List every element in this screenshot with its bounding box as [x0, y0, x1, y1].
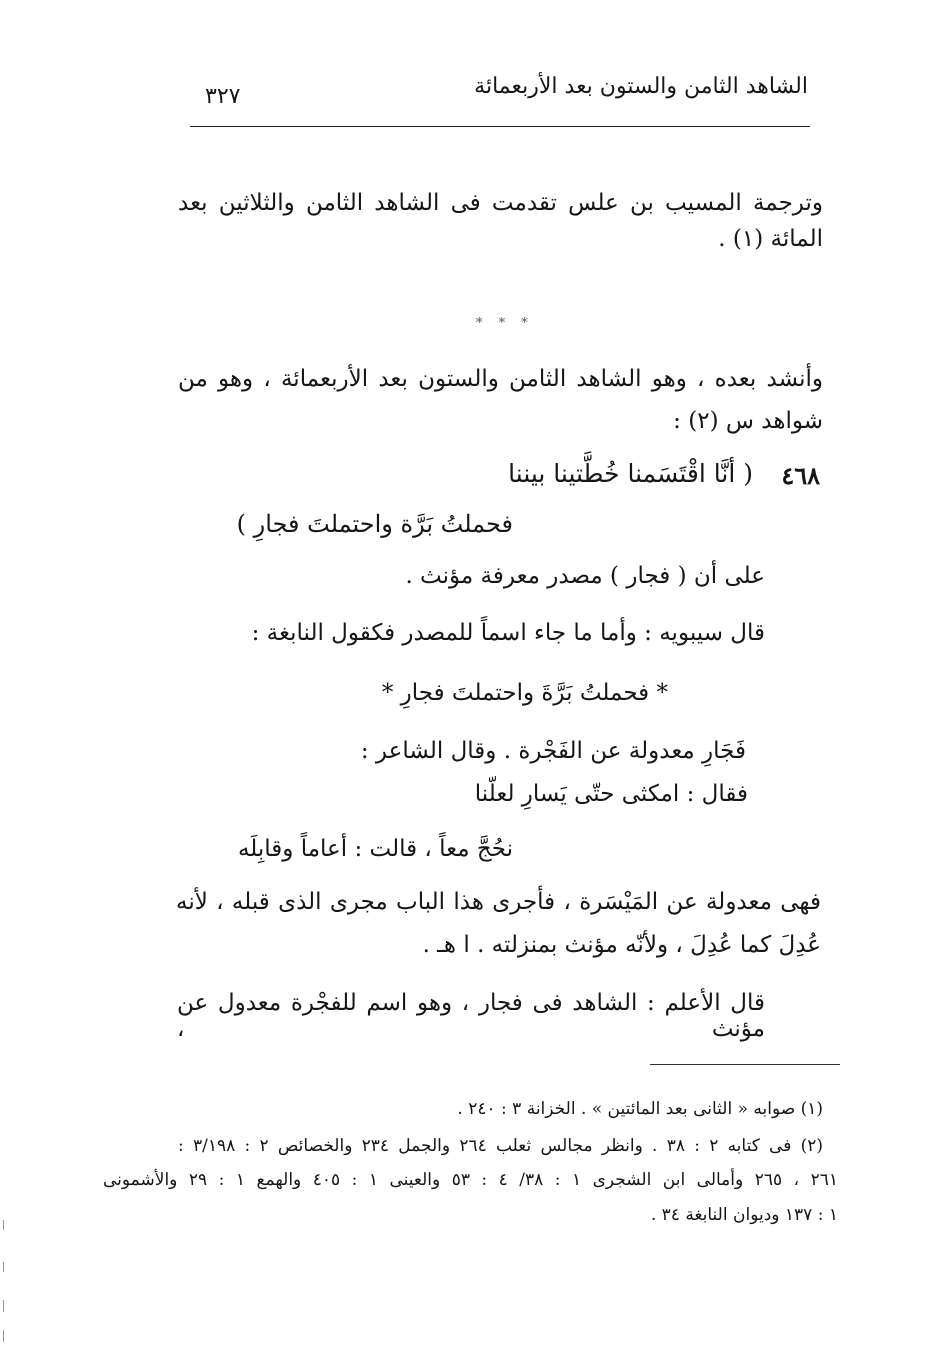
- footnote-2-line-1: (٢) فى كتابه ٢ : ٣٨ . وانظر مجالس ثعلب ٢٦٤ والجمل ٢٣٤ والخصائص ٢ : ٣/١٩٨ :: [178, 1136, 824, 1156]
- running-title: الشاهد الثامن والستون بعد الأربعمائة: [474, 74, 808, 99]
- body-line-4: فَجَارِ معدولة عن الفَجْرة . وقال الشاعر :: [360, 738, 746, 764]
- scan-mark: [3, 1300, 4, 1312]
- section-line-2: شواهد س (٢) :: [673, 408, 823, 434]
- scan-mark: [3, 1262, 4, 1272]
- section-line-1: وأنشد بعده ، وهو الشاهد الثامن والستون بعد الأربعمائة ، وهو من: [178, 366, 823, 392]
- body-line-9: قال الأعلم : الشاهد فى فجار ، وهو اسم للفجْرة معدول عن مؤنث ،: [177, 990, 765, 1042]
- footnote-rule: [650, 1064, 840, 1065]
- footnote-2-line-3: ١ : ١٣٧ وديوان النابغة ٣٤ .: [650, 1205, 838, 1225]
- body-line-5: فقال : امكثى حتّى يَسارِ لعلّنا: [474, 781, 748, 807]
- header-rule: [190, 126, 810, 127]
- body-line-3: * فحملتُ بَرَّةَ واحتملتَ فجارِ *: [381, 680, 668, 706]
- body-line-8: عُدِلَ كما عُدِلَ ، ولأنّه مؤنث بمنزلته . ا هـ .: [422, 932, 821, 958]
- poem-number: ٤٦٨: [781, 461, 820, 490]
- section-separator: * * *: [476, 316, 534, 331]
- body-line-7: فهى معدولة عن المَيْسَرة ، فأجرى هذا الباب مجرى الذى قبله ، لأنه: [176, 889, 821, 915]
- intro-line-2: المائة (١) .: [718, 226, 823, 252]
- body-line-1: على أن ( فجار ) مصدر معرفة مؤنث .: [405, 563, 765, 589]
- intro-line-1: وترجمة المسيب بن علس تقدمت فى الشاهد الثامن والثلاثين بعد: [178, 190, 823, 216]
- body-line-6: نحُجَّ معاً ، قالت : أعاماً وقابِلَه: [237, 836, 513, 862]
- page-number: ٣٢٧: [205, 84, 241, 109]
- footnote-1: (١) صوابه « الثانى بعد المائتين » . الخزانة ٣ : ٢٤٠ .: [457, 1099, 823, 1119]
- poem-second-hemistich: فحملتُ بَرَّة واحتملتَ فجارِ ): [236, 510, 513, 538]
- scan-mark: [3, 1330, 4, 1342]
- body-line-2: قال سيبويه : وأما ما جاء اسماً للمصدر فكقول النابغة :: [251, 620, 765, 646]
- poem-first-hemistich: ( أنَّا اقْتَسَمنا خُطَّتينا بيننا: [508, 459, 753, 488]
- footnote-2-line-2: ٢٦١ ، ٢٦٥ وأمالى ابن الشجرى ١ : ٣٨/ ٤ : ٥٣ والعينى ١ : ٤٠٥ والهمع ١ : ٢٩ والأشمونى: [103, 1170, 838, 1190]
- scan-mark: [3, 1220, 4, 1230]
